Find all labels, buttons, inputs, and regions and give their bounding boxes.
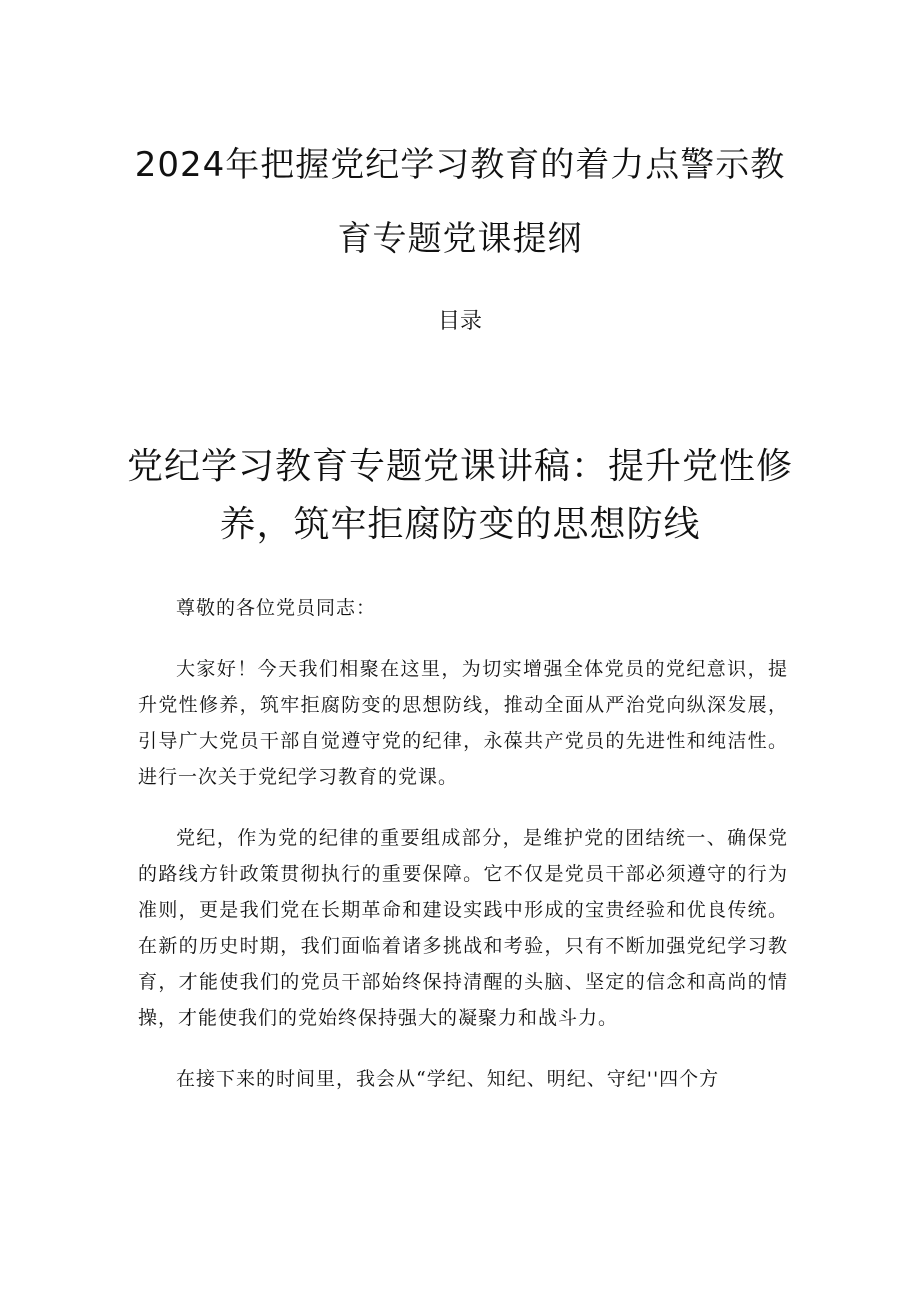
body-text [138, 590, 788, 1122]
document-title: 2024年把握党纪学习教育的着力点警示教育专题党课提纲 [134, 145, 786, 259]
body-paragraph: 大家好！今天我们相聚在这里，为切实增强全体党员的党纪意识，提升党性修养，筑牢拒腐防变的思想防线，推动全面从严治党向纵深发展，引导广大党员干部自觉遵守党的纪律，永葆共产党员的先进性和纯洁性。进行一次关于党纪学习教育的党课。 [138, 658, 788, 788]
speech-title: 党纪学习教育专题党课讲稿：提升党性修养，筑牢拒腐防变的思想防线 [126, 446, 793, 545]
body-paragraph: 在接下来的时间里，我会从“学纪、知纪、明纪、守纪''四个方 [176, 1068, 720, 1090]
toc-heading: 目录 [437, 309, 482, 334]
body-paragraph: 党纪，作为党的纪律的重要组成部分，是维护党的团结统一、确保党的路线方针政策贯彻执行的重要保障。它不仅是党员干部必须遵守的行为准则，更是我们党在长期革命和建设实践中形成的宝贵经验和优良传统。在新的历史时期，我们面临着诸多挑战和考验，只有不断加强党纪学习教育，才能使我们的党员干部始终保持清醒的头脑、坚定的信念和高尚的情操，才能使我们的党始终保持强大的凝聚力和战斗力。 [138, 827, 788, 1029]
salutation-paragraph: 尊敬的各位党员同志： [176, 597, 377, 619]
